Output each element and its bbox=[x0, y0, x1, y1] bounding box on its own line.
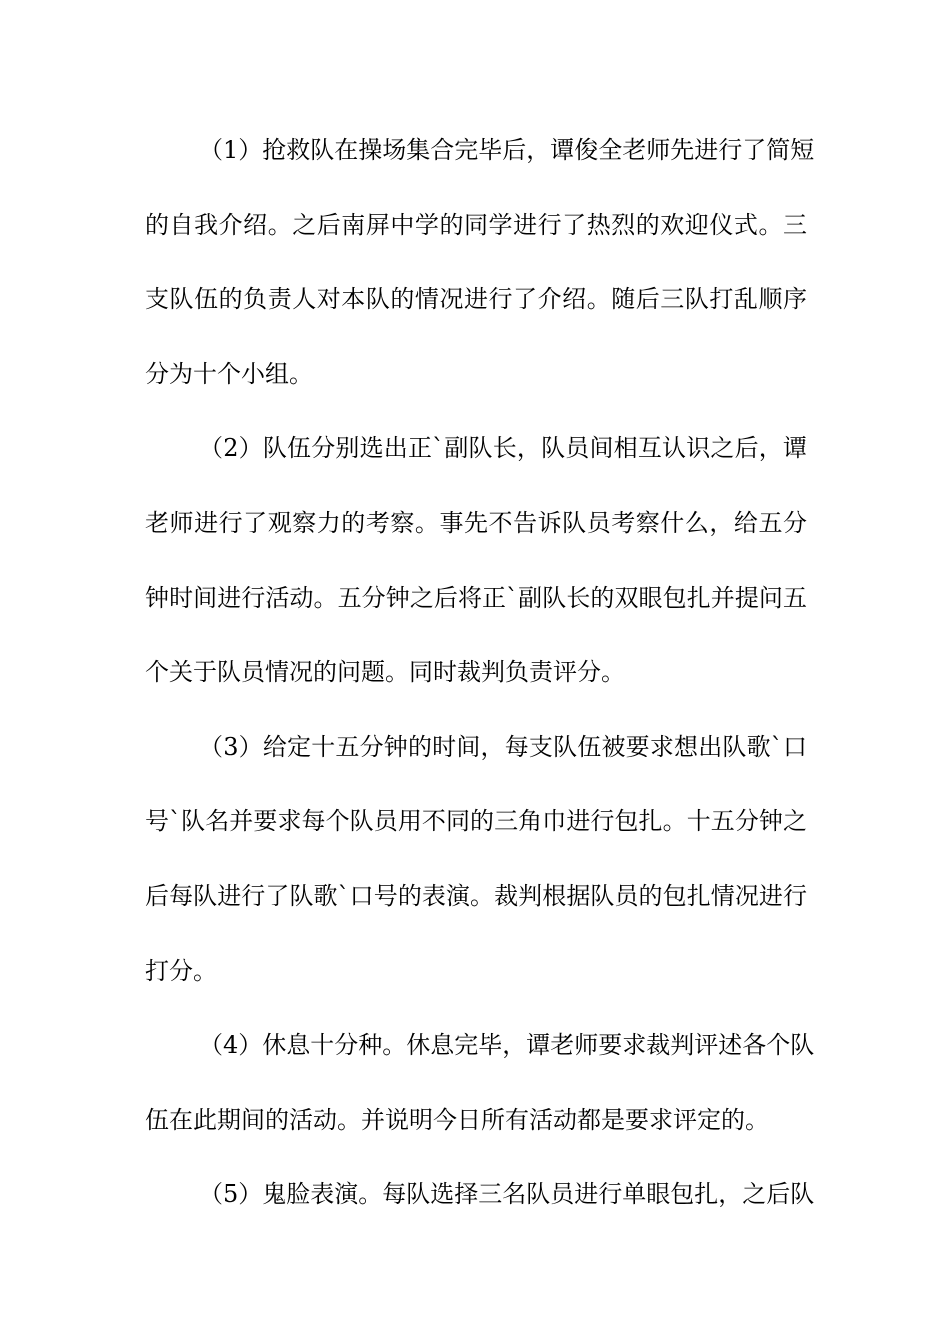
paragraph-1-line-3: 支队伍的负责人对本队的情况进行了介绍。随后三队打乱顺序 bbox=[145, 285, 807, 314]
paragraph-2-line-3: 钟时间进行活动。五分钟之后将正`副队长的双眼包扎并提问五 bbox=[145, 583, 807, 612]
paragraph-4-line-1: （4）休息十分种。休息完毕，谭老师要求裁判评述各个队 bbox=[199, 1031, 815, 1060]
paragraph-3-line-4: 打分。 bbox=[145, 956, 217, 985]
document-body bbox=[145, 128, 815, 1247]
paragraph-2-line-1: （2）队伍分别选出正`副队长，队员间相互认识之后，谭 bbox=[199, 434, 807, 463]
paragraph-2-line-2: 老师进行了观察力的考察。事先不告诉队员考察什么，给五分 bbox=[145, 508, 807, 537]
paragraph-3-line-3: 后每队进行了队歌`口号的表演。裁判根据队员的包扎情况进行 bbox=[145, 881, 807, 910]
paragraph-1-line-2: 的自我介绍。之后南屏中学的同学进行了热烈的欢迎仪式。三 bbox=[145, 210, 807, 239]
paragraph-1-line-1: （1）抢救队在操场集合完毕后，谭俊全老师先进行了简短 bbox=[199, 136, 815, 164]
paragraph-3-line-2: 号`队名并要求每个队员用不同的三角巾进行包扎。十五分钟之 bbox=[145, 807, 807, 836]
paragraph-3-line-1: （3）给定十五分钟的时间，每支队伍被要求想出队歌`口 bbox=[199, 732, 807, 761]
paragraph-1-line-4: 分为十个小组。 bbox=[145, 359, 313, 388]
paragraph-2-line-4: 个关于队员情况的问题。同时裁判负责评分。 bbox=[145, 658, 625, 687]
paragraph-4-line-2: 伍在此期间的活动。并说明今日所有活动都是要求评定的。 bbox=[145, 1105, 769, 1134]
paragraph-5-line-1: （5）鬼脸表演。每队选择三名队员进行单眼包扎，之后队 bbox=[199, 1180, 815, 1209]
